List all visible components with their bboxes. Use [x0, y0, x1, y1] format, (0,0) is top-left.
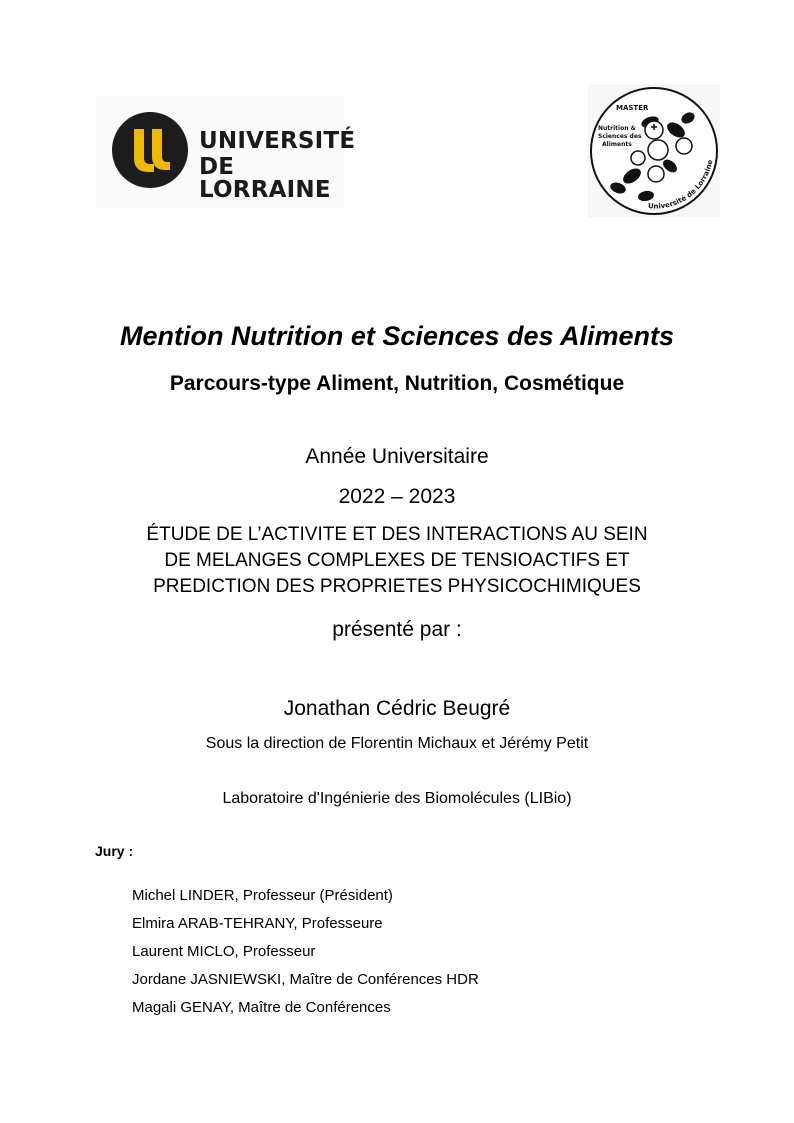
ul-monogram-icon [112, 112, 188, 188]
master-program-line1: Nutrition & [598, 125, 636, 132]
academic-year-value: 2022 – 2023 [338, 485, 456, 508]
presented-by-label: présenté par : [332, 618, 462, 641]
jury-member: Laurent MICLO, Professeur [132, 943, 316, 960]
jury-heading: Jury : [95, 843, 134, 859]
laboratory-name: Laboratoire d'Ingénierie des Biomolécules (LIBio) [222, 790, 572, 807]
university-name-line2: DE LORRAINE [199, 154, 331, 203]
mention-title: Mention Nutrition et Sciences des Aliments [119, 321, 675, 351]
jury-member: Magali GENAY, Maître de Conférences [132, 999, 391, 1016]
jury-member: Michel LINDER, Professeur (Président) [132, 887, 393, 904]
thesis-title [0, 522, 794, 600]
universite-de-lorraine-logo [96, 96, 356, 208]
parcours-subtitle: Parcours-type Aliment, Nutrition, Cosmétique [169, 372, 625, 395]
master-top-text: MASTER [616, 104, 649, 112]
master-arc-text: Université de Lorraine [647, 159, 715, 211]
master-program-line2: Sciences des [598, 133, 642, 140]
jury-list [132, 887, 479, 1027]
thesis-title-line: ÉTUDE DE L’ACTIVITE ET DES INTERACTIONS AU SEIN [146, 524, 648, 545]
jury-member: Jordane JASNIEWSKI, Maître de Conférences HDR [132, 971, 479, 988]
jury-member: Elmira ARAB-TEHRANY, Professeure [132, 915, 383, 932]
university-name-line1: UNIVERSITÉ [199, 128, 356, 154]
thesis-title-line: DE MELANGES COMPLEXES DE TENSIOACTIFS ET [164, 550, 630, 571]
author-name: Jonathan Cédric Beugré [283, 697, 511, 720]
thesis-title-line: PREDICTION DES PROPRIETES PHYSICOCHIMIQUES [153, 576, 641, 597]
academic-year-label: Année Universitaire [305, 445, 489, 468]
master-program-line3: Aliments [602, 141, 632, 148]
master-nutrition-logo [588, 84, 720, 218]
supervision-line: Sous la direction de Florentin Michaux et Jérémy Petit [205, 735, 589, 752]
